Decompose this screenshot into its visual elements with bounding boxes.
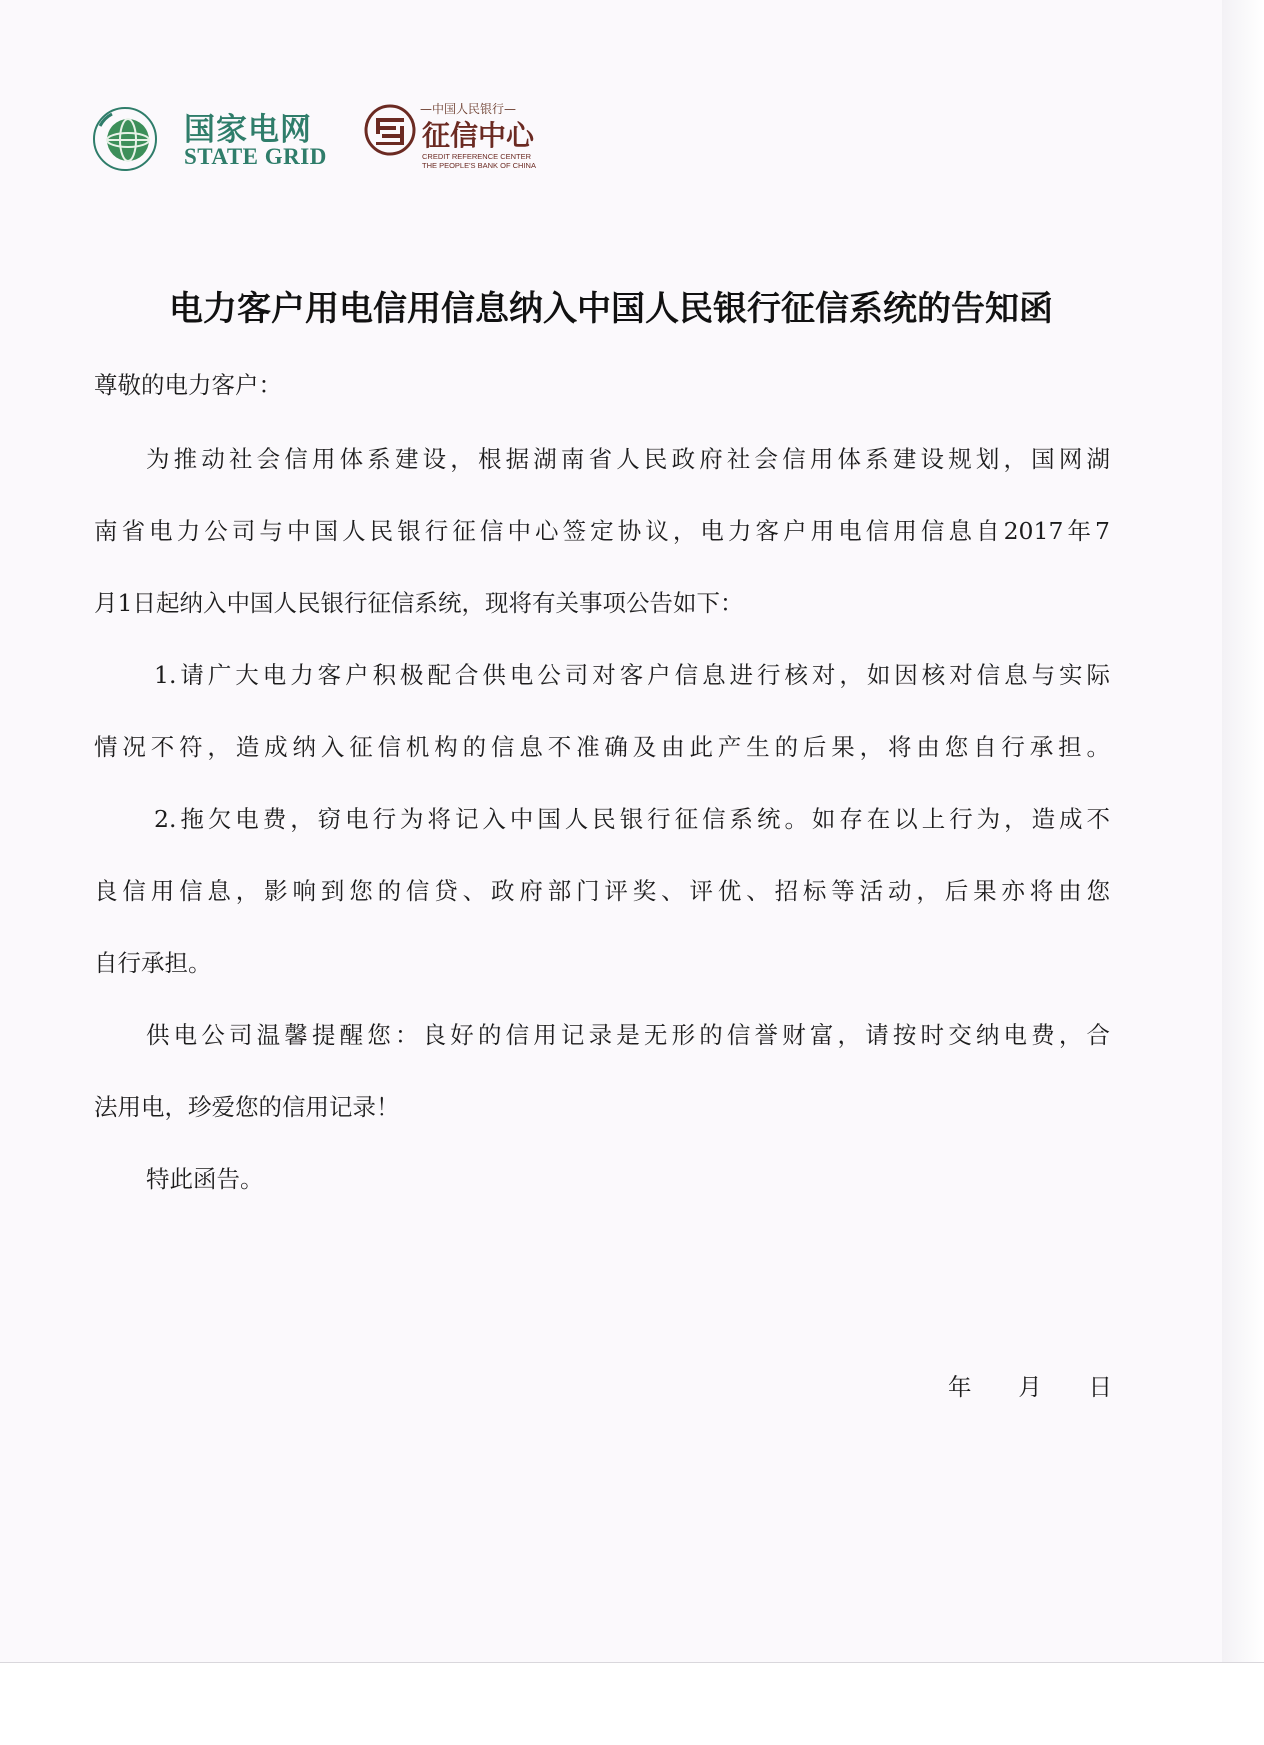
- credit-center-name: 征信中心: [422, 119, 535, 152]
- date-month: 月: [1018, 1373, 1042, 1401]
- paragraph-line: 自行承担。: [94, 949, 212, 977]
- paragraph-line: 2.拖欠电费，窃电行为将记入中国人民银行征信系统。如存在以上行为，造成不: [154, 805, 1110, 833]
- state-grid-logo: [92, 100, 332, 176]
- state-grid-emblem-icon: [92, 106, 158, 172]
- date-line: [948, 1368, 1112, 1402]
- paragraph-line: 供电公司温馨提醒您：良好的信用记录是无形的信誉财富，请按时交纳电费，合: [146, 1021, 1110, 1049]
- credit-center-logo: [364, 100, 564, 176]
- paragraph-line: 南省电力公司与中国人民银行征信中心签定协议，电力客户用电信用信息自2017年7: [94, 517, 1110, 545]
- paragraph-line: 月1日起纳入中国人民银行征信系统，现将有关事项公告如下：: [94, 589, 744, 617]
- salutation: 尊敬的电力客户：: [94, 371, 282, 399]
- paragraph-line: 法用电，珍爱您的信用记录！: [94, 1093, 400, 1121]
- credit-center-en-parent: THE PEOPLE'S BANK OF CHINA: [422, 161, 536, 170]
- credit-center-parent-name: —中国人民银行—: [420, 102, 517, 116]
- paragraph-line: 为推动社会信用体系建设，根据湖南省人民政府社会信用体系建设规划，国网湖: [146, 445, 1110, 473]
- paper-edge-bottom: [0, 1662, 1264, 1745]
- paragraph-line: 情况不符，造成纳入征信机构的信息不准确及由此产生的后果，将由您自行承担。: [94, 733, 1110, 761]
- date-year: 年: [948, 1373, 972, 1401]
- credit-center-en-name: CREDIT REFERENCE CENTER: [422, 152, 532, 161]
- document-title: 电力客户用电信用信息纳入中国人民银行征信系统的告知函: [169, 289, 1053, 329]
- credit-center-emblem-icon: [364, 104, 416, 156]
- state-grid-en-name: STATE GRID: [184, 144, 327, 169]
- paragraph-line: 1.请广大电力客户积极配合供电公司对客户信息进行核对，如因核对信息与实际: [154, 661, 1110, 689]
- paragraph-line: 良信用信息，影响到您的信贷、政府部门评奖、评优、招标等活动，后果亦将由您: [94, 877, 1110, 905]
- closing-line: 特此函告。: [146, 1165, 264, 1193]
- paper-edge-right: [1222, 0, 1264, 1744]
- date-day: 日: [1088, 1373, 1112, 1401]
- state-grid-cn-name: 国家电网: [184, 112, 312, 148]
